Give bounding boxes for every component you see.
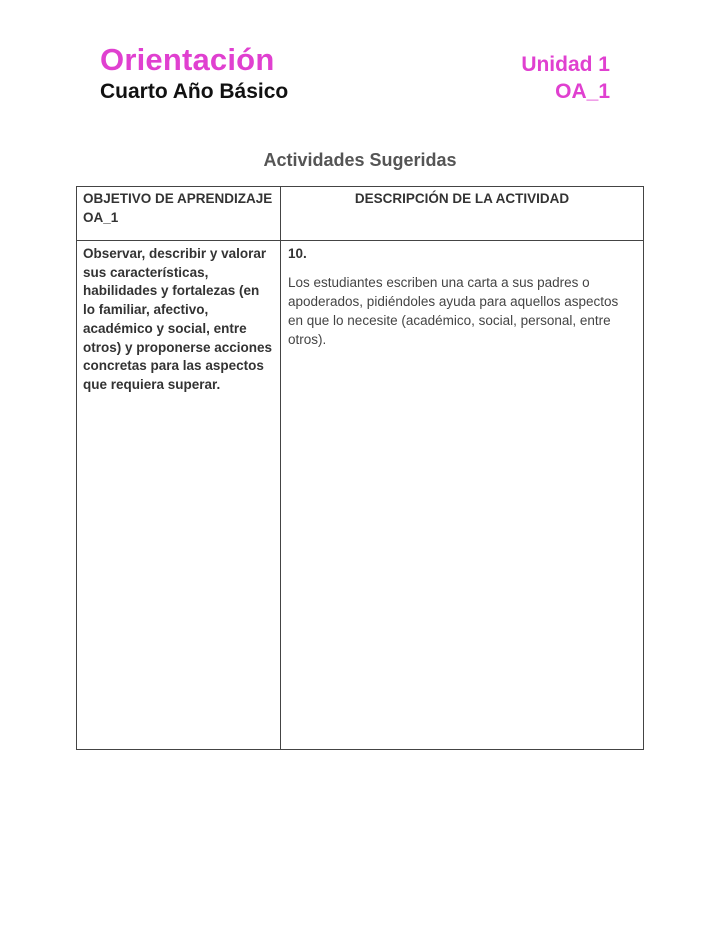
table-row (77, 241, 644, 750)
activities-table (76, 186, 644, 750)
objective-code-label: OA_1 (555, 80, 610, 103)
activity-number: 10. (288, 246, 307, 261)
unit-label: Unidad 1 (521, 53, 610, 76)
table-header-row (77, 187, 644, 241)
subject-title: Orientación (100, 42, 275, 77)
objective-cell: Observar, describir y valorar sus características, habilidades y fortalezas (en lo familiar, afectivo, académico y social, entre otros) y proponerse acciones concretas para las aspectos que requiera superar. (77, 241, 281, 750)
grade-subtitle: Cuarto Año Básico (100, 80, 289, 103)
column-header-objective: OBJETIVO DE APRENDIZAJE OA_1 (77, 187, 281, 241)
activity-description: Los estudiantes escriben una carta a sus padres o apoderados, pidiéndoles ayuda para aquellos aspectos en que lo necesite (académico, social, personal, entre otros). (288, 275, 619, 347)
activity-cell (281, 241, 644, 750)
section-title: Actividades Sugeridas (263, 150, 457, 170)
column-header-description: DESCRIPCIÓN DE LA ACTIVIDAD (281, 187, 644, 241)
